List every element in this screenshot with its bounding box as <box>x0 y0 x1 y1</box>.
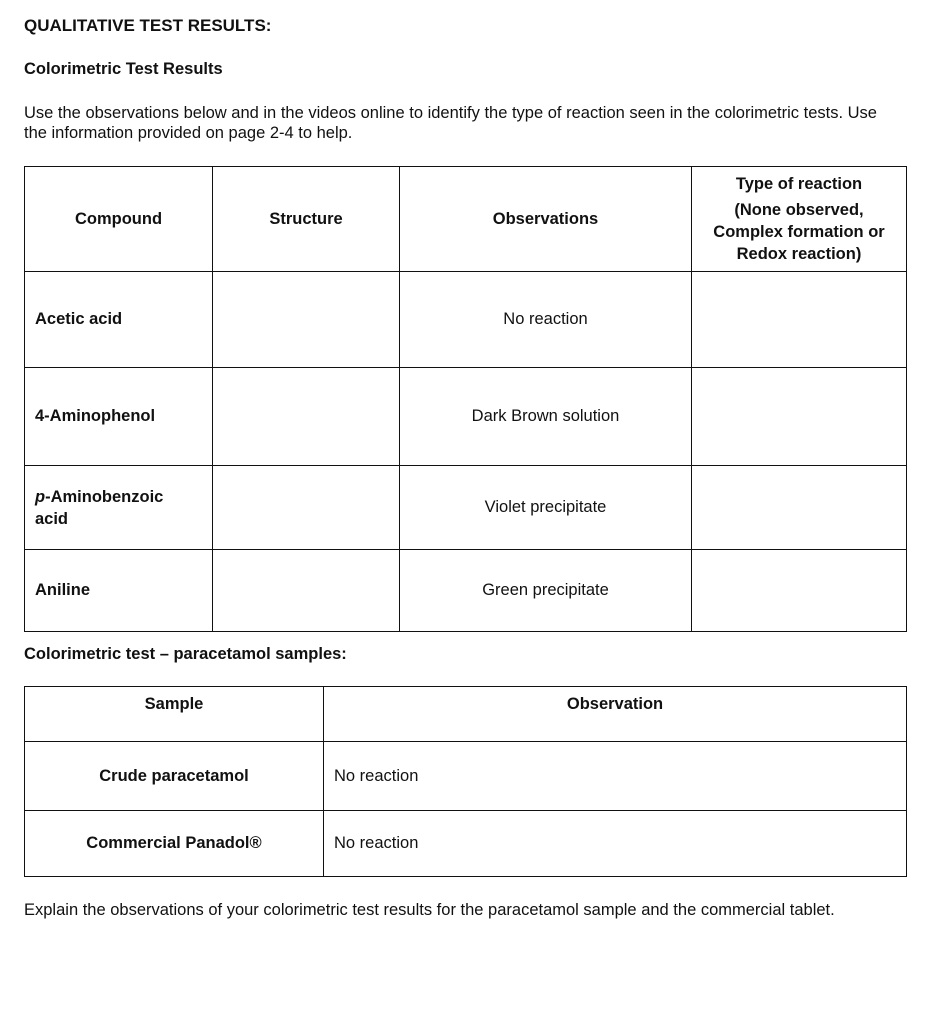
table-row <box>25 272 907 368</box>
header-compound: Compound <box>25 167 213 272</box>
header-type-line1: Type of reaction <box>735 175 863 193</box>
header-structure: Structure <box>213 167 400 272</box>
compound-cell: p-Aminobenzoic acid <box>25 466 213 550</box>
type-cell[interactable] <box>692 550 907 632</box>
table-header-row <box>25 167 907 272</box>
sample-cell: Commercial Panadol® <box>25 811 324 877</box>
table-row <box>25 811 907 877</box>
page-title: QUALITATIVE TEST RESULTS: <box>24 16 272 35</box>
structure-cell[interactable] <box>213 272 400 368</box>
header-observation: Observation <box>324 687 907 742</box>
paracetamol-section-title: Colorimetric test – paracetamol samples: <box>24 645 347 663</box>
table-row <box>25 368 907 466</box>
intro-text: Use the observations below and in the videos online to identify the type of reaction seen in the colorimetric tests. Use the information provided on page 2-4 to help. <box>24 104 877 142</box>
header-type-line2: (None observed, Complex formation or Redox reaction) <box>713 201 885 263</box>
table-header-row <box>25 687 907 742</box>
compound-cell: 4-Aminophenol <box>25 368 213 466</box>
compound-cell: Aniline <box>25 550 213 632</box>
section-title: Colorimetric Test Results <box>24 60 223 78</box>
table-row <box>25 466 907 550</box>
structure-cell[interactable] <box>213 466 400 550</box>
type-cell[interactable] <box>692 272 907 368</box>
explain-prompt: Explain the observations of your colorimetric test results for the paracetamol sample and the commercial tablet. <box>24 901 835 919</box>
structure-cell[interactable] <box>213 368 400 466</box>
header-sample: Sample <box>25 687 324 742</box>
observation-cell: Violet precipitate <box>400 466 692 550</box>
type-cell[interactable] <box>692 466 907 550</box>
table-row <box>25 550 907 632</box>
structure-cell[interactable] <box>213 550 400 632</box>
observation-cell: No reaction <box>400 272 692 368</box>
observation-cell: Dark Brown solution <box>400 368 692 466</box>
compound-cell: Acetic acid <box>25 272 213 368</box>
table-row <box>25 742 907 811</box>
compound-results-table <box>24 166 907 632</box>
sample-observation-cell: No reaction <box>324 742 907 811</box>
observation-cell: Green precipitate <box>400 550 692 632</box>
header-type-of-reaction <box>692 167 907 272</box>
sample-observation-cell: No reaction <box>324 811 907 877</box>
paracetamol-samples-table <box>24 686 907 877</box>
type-cell[interactable] <box>692 368 907 466</box>
sample-cell: Crude paracetamol <box>25 742 324 811</box>
header-observations: Observations <box>400 167 692 272</box>
